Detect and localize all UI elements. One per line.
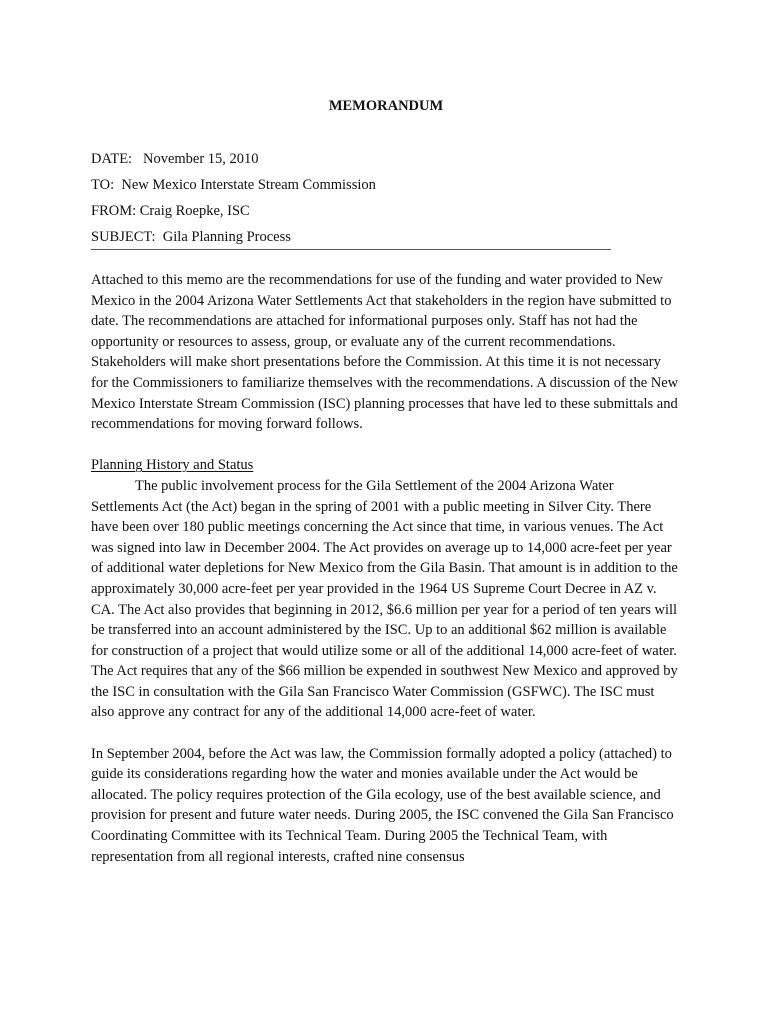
to-value: New Mexico Interstate Stream Commission	[121, 177, 376, 193]
from-value: Craig Roepke, ISC	[139, 203, 250, 219]
to-line	[91, 175, 681, 195]
policy-paragraph: In September 2004, before the Act was law, the Commission formally adopted a policy (attached) to guide its considerations regarding how the water and monies available under the Act would be allocated. The policy requires protection of the Gila ecology, use of the best available science, and provision for present and future water needs. During 2005, the ISC convened the Gila San Francisco Coordinating Committee with its Technical Team. During 2005 the Technical Team, with representation from all regional interests, crafted nine consensus	[91, 745, 674, 865]
subject-value: Gila Planning Process	[162, 229, 291, 245]
section-heading: Planning History and Status	[91, 457, 254, 474]
memo-page	[91, 96, 681, 867]
from-line	[91, 201, 681, 221]
date-value: November 15, 2010	[142, 151, 259, 167]
date-label: DATE:	[91, 151, 133, 167]
from-label: FROM:	[91, 203, 137, 219]
date-line	[91, 149, 681, 169]
memo-title: MEMORANDUM	[328, 98, 444, 114]
to-label: TO:	[91, 177, 115, 193]
header-divider	[91, 249, 611, 250]
subject-line	[91, 227, 681, 247]
history-paragraph: The public involvement process for the Gila Settlement of the 2004 Arizona Water Settlements Act (the Act) began in the spring of 2001 with a public meeting in Silver City. There have been over 180 public meetings concerning the Act since that time, in various venues. The Act was signed into law in December 2004. The Act provides on average up to 14,000 acre-feet per year of additional water depletions for New Mexico from the Gila Basin. That amount is in addition to the approximately 30,000 acre-feet per year provided in the 1964 US Supreme Court Decree in AZ v. CA. The Act also provides that beginning in 2012, $6.6 million per year for a period of ten years will be transferred into an account administered by the ISC. Up to an additional $62 million is available for construction of a project that would utilize some or all of the additional 14,000 acre-feet of water. The Act requires that any of the $66 million be expended in southwest New Mexico and approved by the ISC in consultation with the Gila San Francisco Water Commission (GSFWC). The ISC must also approve any contract for any of the additional 14,000 acre-feet of water.	[91, 477, 678, 721]
subject-label: SUBJECT:	[91, 229, 156, 245]
intro-paragraph: Attached to this memo are the recommendations for use of the funding and water provided to New Mexico in the 2004 Arizona Water Settlements Act that stakeholders in the region have submitted to date. The recommendations are attached for informational purposes only. Staff has not had the opportunity or resources to assess, group, or evaluate any of the current recommendations. Stakeholders will make short presentations before the Commission. At this time it is not necessary for the Commissioners to familiarize themselves with the recommendations. A discussion of the New Mexico Interstate Stream Commission (ISC) planning processes that have led to these submittals and recommendations for moving forward follows.	[91, 272, 679, 433]
